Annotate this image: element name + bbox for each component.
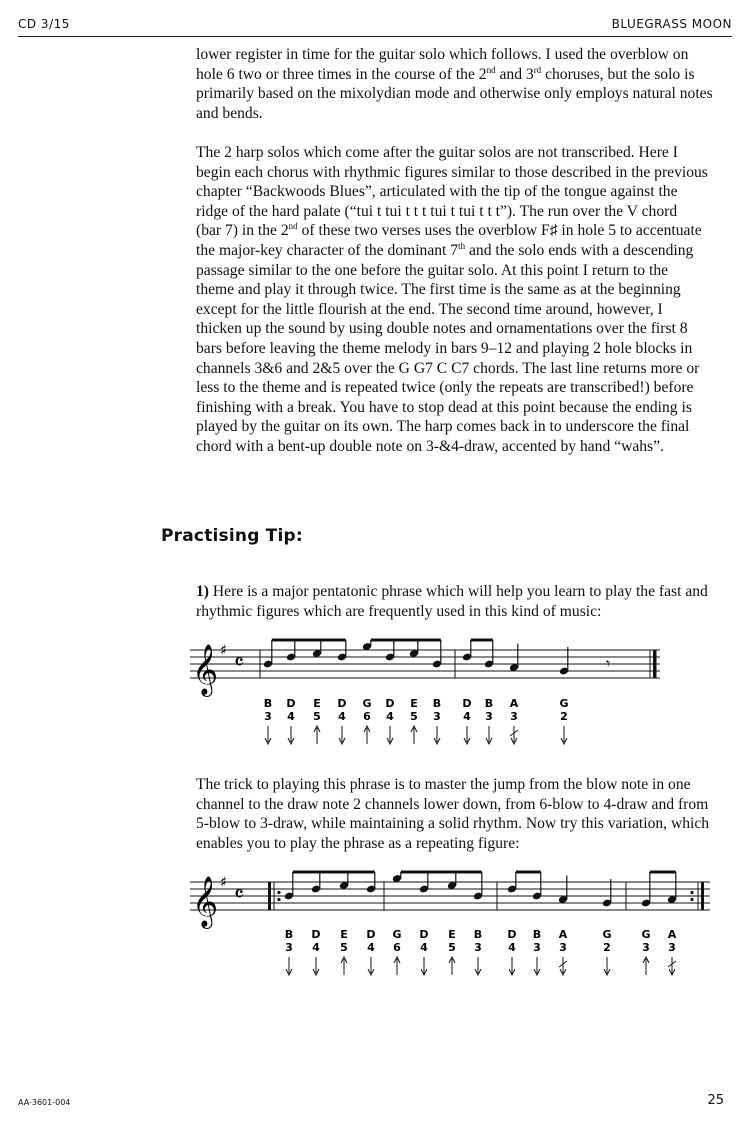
text-line: channels 3&6 and 2&5 over the G G7 C C7 chords. The last line returns more or — [196, 359, 700, 377]
final-barline — [653, 650, 657, 678]
tab-hole-number: 5 — [410, 710, 418, 723]
tab-hole-number: 5 — [340, 941, 348, 954]
text-line: thicken up the sound by using double notes and ornamentations over the first 8 — [196, 320, 688, 338]
tab-hole-number: 2 — [603, 941, 611, 954]
tab-hole-number: 3 — [510, 710, 518, 723]
tab-hole-number: 3 — [433, 710, 441, 723]
tab-note-name: B — [284, 928, 294, 941]
tab-hole-number: 2 — [560, 710, 568, 723]
tab-note-name: G — [641, 928, 651, 941]
text-line: 5-blow to 3-draw, while maintaining a solid rhythm. Now try this variation, which — [196, 815, 710, 833]
treble-clef: 𝄞 — [192, 644, 219, 695]
tab-note-name: B — [473, 928, 483, 941]
text-line: 1) Here is a major pentatonic phrase which will help you learn to play the fast and — [196, 583, 708, 600]
music-example-2 — [0, 855, 750, 985]
text-line: chapter “Backwoods Blues”, articulated with the tip of the tongue against the — [196, 183, 678, 201]
tab-hole-number: 4 — [312, 941, 320, 954]
tab-note-name: B — [432, 697, 442, 710]
text-line: except for the little flourish at the end. The second time around, however, I — [196, 300, 663, 318]
text-line: finishing with a break. You have to stop dead at this point because the ending is — [196, 398, 692, 416]
section-heading: Practising Tip: — [161, 526, 303, 546]
tab-note-name: D — [385, 697, 395, 710]
text-line: ridge of the hard palate (“tui t tui t t t tui t tui t t t”). The run over the V chord — [196, 202, 678, 220]
tab-hole-number: 4 — [463, 710, 471, 723]
music-example-1 — [0, 620, 750, 750]
text-line: rhythmic figures which are frequently used in this kind of music: — [196, 602, 602, 620]
tab-note-name: D — [311, 928, 321, 941]
tip-number: 1) — [196, 583, 209, 600]
text-line: played by the guitar on its own. The harp comes back in to underscore the final — [196, 418, 690, 436]
eighth-rest: 𝄾 — [606, 653, 611, 673]
text-line: theme and play it through twice. The first time is the same as at the beginning — [196, 281, 681, 299]
tab-note-name: E — [340, 928, 348, 941]
text-line: begin each chorus with rhythmic figures similar to those described in the previous — [196, 163, 708, 181]
paragraph-1 — [196, 45, 730, 123]
tab-hole-number: 4 — [386, 710, 394, 723]
repeat-end — [701, 882, 704, 910]
text-line: primarily based on the mixolydian mode and otherwise only employs natural notes — [196, 85, 713, 103]
tab-note-name: D — [507, 928, 517, 941]
text-line: hole 6 two or three times in the course of the 2nd and 3rd choruses, but the solo is — [196, 64, 695, 83]
tab-hole-number: 4 — [508, 941, 516, 954]
repeat-dot — [690, 898, 693, 901]
repeat-start — [268, 882, 271, 910]
tab-note-name: E — [313, 697, 321, 710]
text-line: enables you to play the phrase as a repeating figure: — [196, 834, 520, 852]
tab-hole-number: 3 — [668, 941, 676, 954]
tab-hole-number: 3 — [642, 941, 650, 954]
tab-note-name: D — [419, 928, 429, 941]
key-signature-sharp: ♯ — [220, 641, 228, 659]
tab-note-name: D — [366, 928, 376, 941]
repeat-dot — [277, 891, 280, 894]
tab-note-name: A — [667, 928, 677, 941]
tab-note-name: G — [392, 928, 402, 941]
tab-note-name: B — [263, 697, 273, 710]
running-header — [18, 14, 732, 37]
tab-hole-number: 4 — [338, 710, 346, 723]
tab-hole-number: 3 — [264, 710, 272, 723]
notation-staff-1 — [0, 620, 750, 750]
catalog-code: AA-3601-004 — [18, 1098, 71, 1107]
tab-hole-number: 6 — [363, 710, 371, 723]
paragraph-3 — [196, 775, 730, 853]
tab-hole-number: 5 — [448, 941, 456, 954]
tab-note-name: G — [559, 697, 569, 710]
tab-note-name: A — [558, 928, 568, 941]
text-line: channel to the draw note 2 channels lower down, from 6-blow to 4-draw and from — [196, 795, 709, 813]
tab-note-name: G — [602, 928, 612, 941]
text-line: chord with a bent-up double note on 3-&4-draw, accented by hand “wahs”. — [196, 437, 664, 455]
tab-hole-number: 4 — [367, 941, 375, 954]
tab-hole-number: 3 — [533, 941, 541, 954]
notation-staff-2 — [0, 855, 750, 985]
text-line: lower register in time for the guitar solo which follows. I used the overblow on — [196, 46, 689, 63]
tab-note-name: D — [286, 697, 296, 710]
text-line: The trick to playing this phrase is to master the jump from the blow note in one — [196, 776, 691, 793]
text-line: less to the theme and is repeated twice (only the repeats are transcribed!) before — [196, 379, 694, 397]
text-line: and bends. — [196, 104, 263, 122]
tab-hole-number: 3 — [559, 941, 567, 954]
track-label: CD 3/15 — [18, 17, 70, 31]
tab-hole-number: 3 — [474, 941, 482, 954]
tab-note-name: D — [462, 697, 472, 710]
treble-clef: 𝄞 — [192, 876, 219, 927]
tab-note-name: B — [532, 928, 542, 941]
tab-hole-number: 3 — [485, 710, 493, 723]
tab-hole-number: 4 — [420, 941, 428, 954]
tab-hole-number: 5 — [313, 710, 321, 723]
tab-note-name: E — [410, 697, 418, 710]
tab-hole-number: 4 — [287, 710, 295, 723]
text-line: passage similar to the one before the guitar solo. At this point I return to the — [196, 261, 669, 279]
key-signature-sharp: ♯ — [220, 873, 228, 891]
tab-note-name: E — [448, 928, 456, 941]
chapter-title: BLUEGRASS MOON — [611, 17, 732, 31]
tab-hole-number: 6 — [393, 941, 401, 954]
tab-note-name: D — [337, 697, 347, 710]
tab-note-name: A — [509, 697, 519, 710]
repeat-dot — [277, 898, 280, 901]
common-time: 𝄴 — [234, 650, 244, 676]
tab-note-name: B — [484, 697, 494, 710]
repeat-dot — [690, 891, 693, 894]
tip-paragraph — [196, 582, 730, 621]
text-line: bars before leaving the theme melody in bars 9–12 and playing 2 hole blocks in — [196, 339, 693, 357]
text-line: The 2 harp solos which come after the guitar solos are not transcribed. Here I — [196, 144, 678, 161]
tab-note-name: G — [362, 697, 372, 710]
paragraph-2 — [196, 143, 730, 457]
text-line: the major-key character of the dominant 7th and the solo ends with a descending — [196, 240, 694, 259]
page-number: 25 — [707, 1093, 724, 1108]
text-line: (bar 7) in the 2nd of these two verses uses the overblow F♯ in hole 5 to accentuate — [196, 221, 702, 240]
common-time: 𝄴 — [234, 882, 244, 908]
tab-hole-number: 3 — [285, 941, 293, 954]
